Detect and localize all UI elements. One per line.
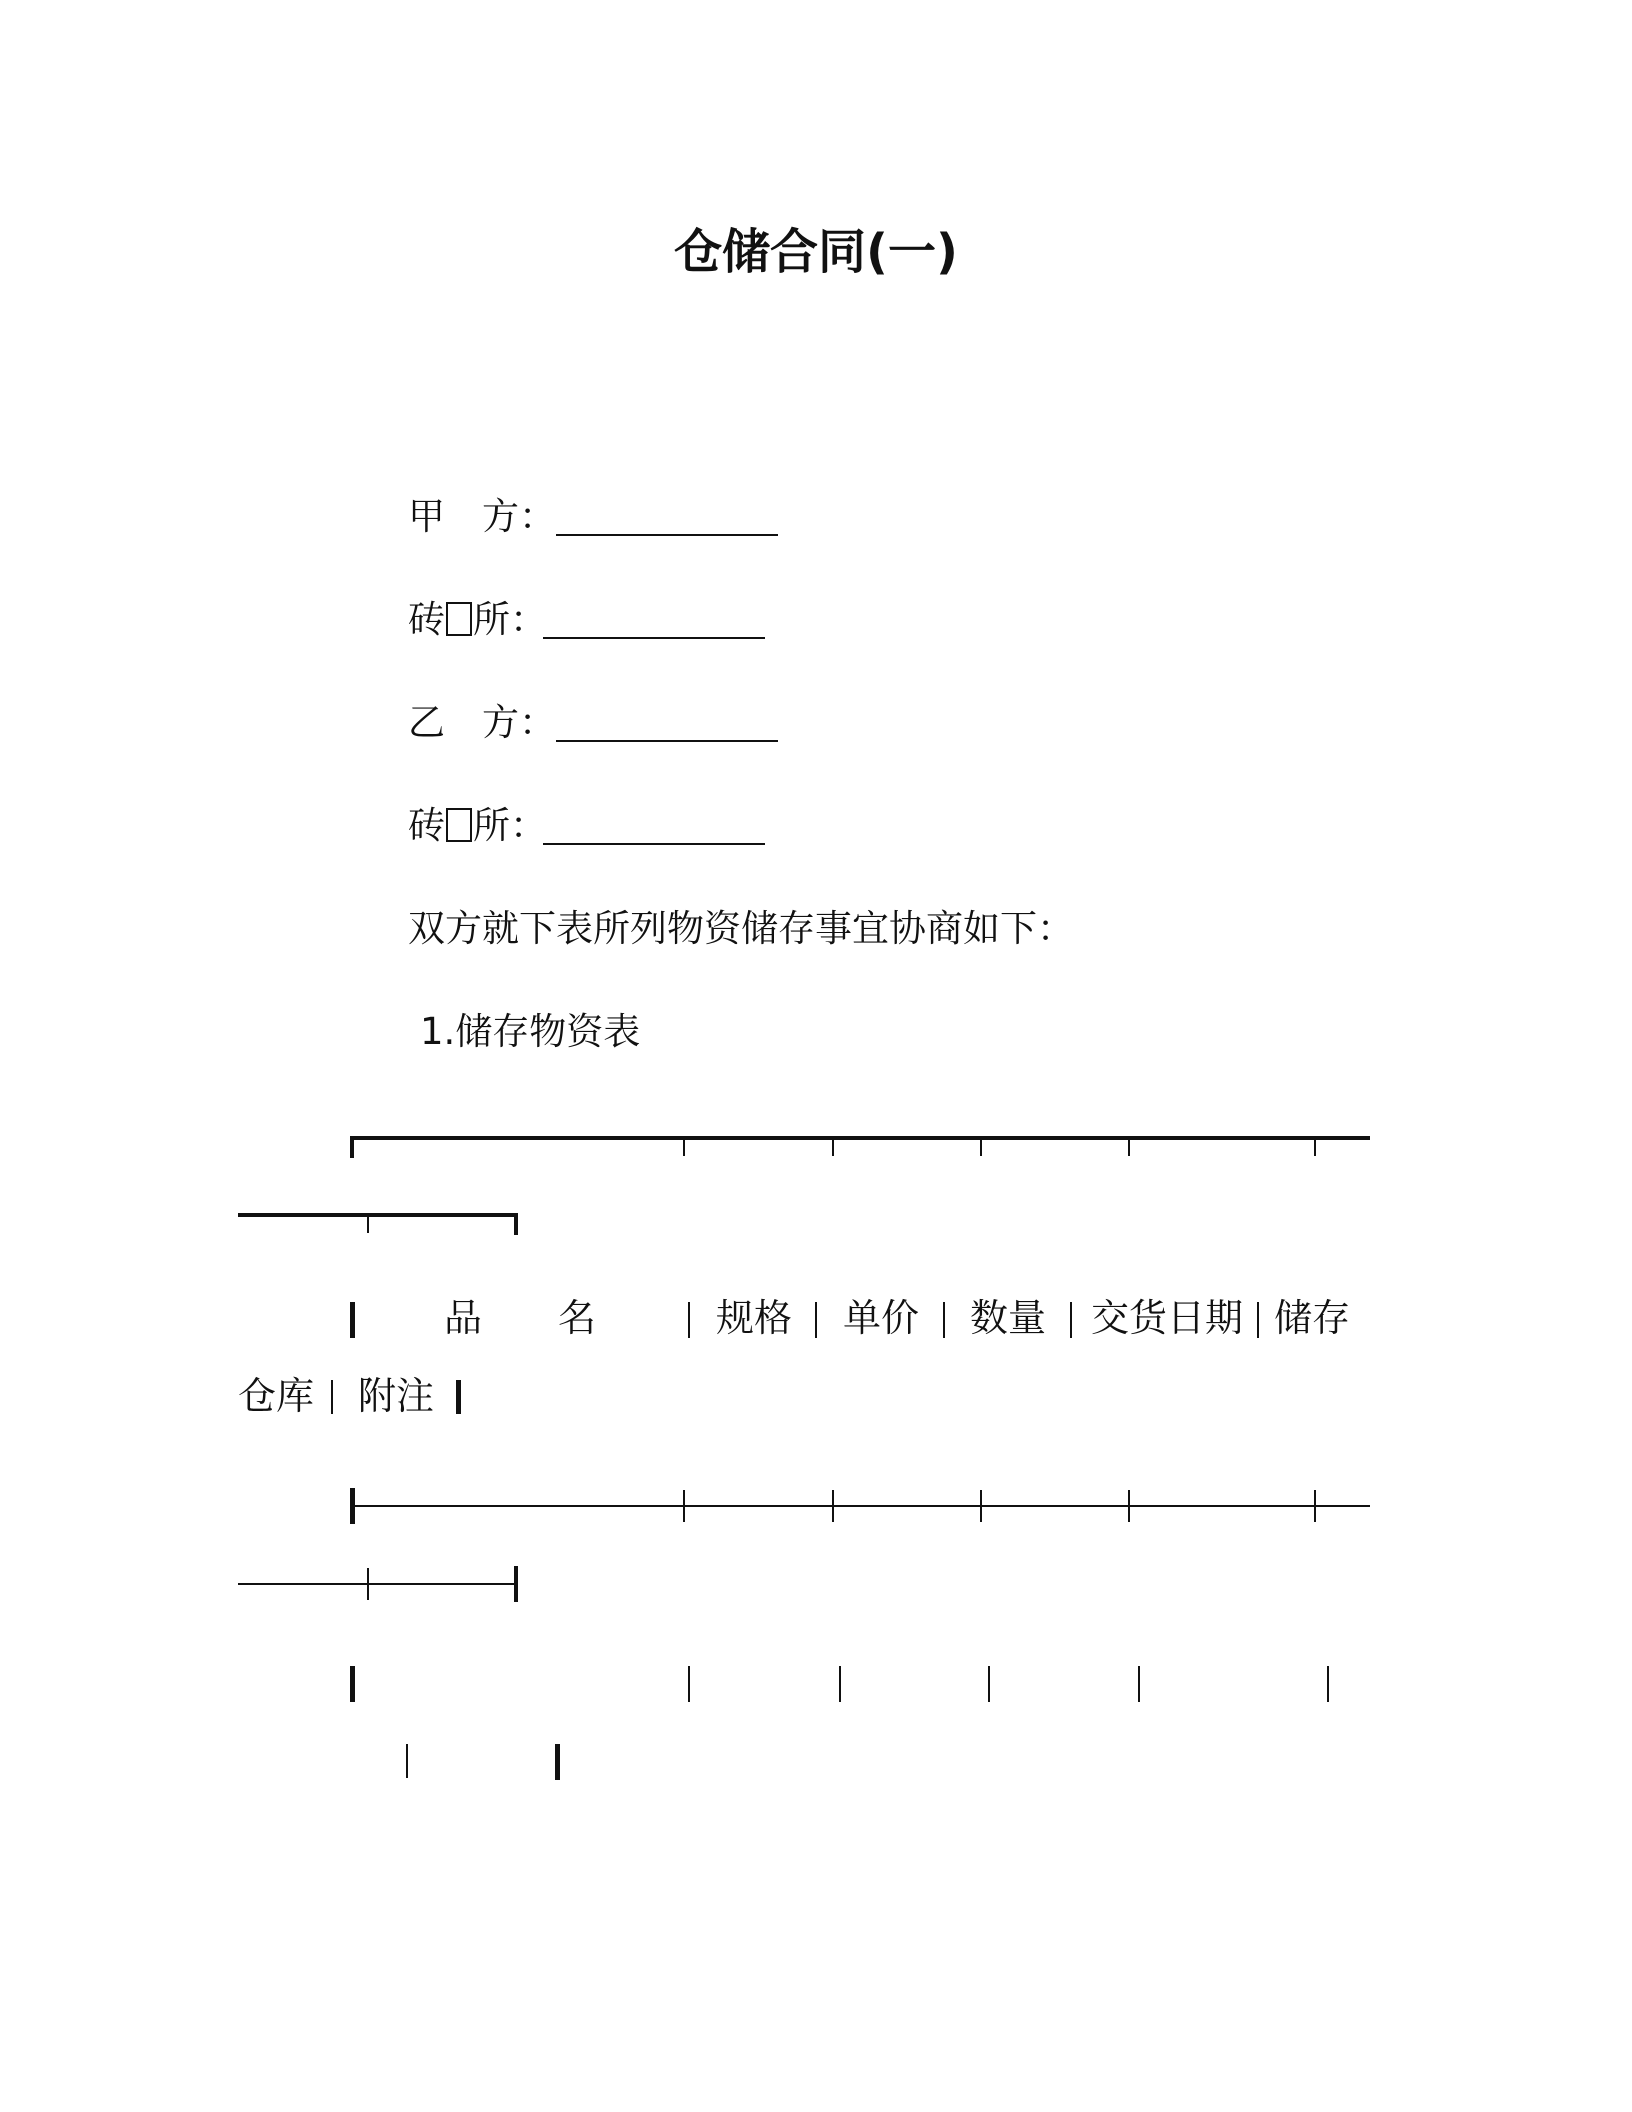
party-a-address-label: [408, 597, 547, 643]
header-unit-price: 单价: [843, 1296, 920, 1340]
header-quantity: 数量: [970, 1296, 1047, 1340]
table-cell-divider: [1327, 1666, 1329, 1702]
table-cell-divider: [406, 1744, 408, 1778]
header-name: 品 名: [444, 1296, 597, 1340]
table-cell-divider: [1257, 1302, 1259, 1338]
party-a-label: 甲 方：: [408, 495, 556, 538]
table-top-border: [350, 1136, 1370, 1140]
party-b-address-label: [408, 803, 547, 849]
header-spec: 规格: [716, 1296, 793, 1340]
table-cell-divider: [1138, 1666, 1140, 1702]
missing-glyph-box: [446, 602, 472, 636]
table-cell-divider: [815, 1302, 817, 1338]
table-cell-divider: [688, 1302, 690, 1338]
table-border-tick: [1128, 1490, 1130, 1522]
document-title: 仓储合同(一): [674, 224, 958, 280]
table-border-tick: [683, 1138, 685, 1156]
table-border-corner: [350, 1136, 354, 1158]
table-cell-divider: [1070, 1302, 1072, 1338]
table-border-tick: [980, 1138, 982, 1156]
section-1-heading: 1.储存物资表: [420, 1010, 641, 1053]
missing-glyph-box: [446, 808, 472, 842]
address-label-prefix: 砖: [408, 804, 445, 847]
table-cell-divider: [988, 1666, 990, 1702]
address-label-suffix: 所：: [473, 598, 547, 641]
table-border-corner: [514, 1213, 518, 1235]
table-cell-divider: [839, 1666, 841, 1702]
table-cell-divider: [331, 1380, 333, 1414]
address-label-prefix: 砖: [408, 598, 445, 641]
table-border-tick: [1314, 1490, 1316, 1522]
table-top-border-wrap: [238, 1213, 518, 1217]
table-border-tick: [832, 1490, 834, 1522]
table-header-separator: [352, 1505, 1370, 1507]
table-border-tick: [1314, 1138, 1316, 1156]
table-border-tick: [683, 1490, 685, 1522]
table-border-tick: [367, 1568, 369, 1600]
table-border-tick: [1128, 1138, 1130, 1156]
address-label-suffix: 所：: [473, 804, 547, 847]
header-delivery-date: 交货日期: [1091, 1296, 1244, 1340]
table-cell-divider: [555, 1744, 560, 1780]
party-b-label: 乙 方：: [408, 701, 556, 744]
table-cell-divider: [456, 1380, 461, 1414]
table-cell-divider: [350, 1302, 355, 1338]
table-border-tick: [980, 1490, 982, 1522]
header-storage-post: 仓库: [238, 1374, 315, 1418]
party-a-blank[interactable]: [556, 534, 778, 536]
header-note: 附注: [358, 1374, 435, 1418]
intro-paragraph: 双方就下表所列物资储存事宜协商如下：: [408, 907, 1074, 950]
header-storage-pre: 储存: [1274, 1296, 1351, 1340]
table-header-separator-wrap: [238, 1583, 516, 1585]
table-border-corner: [514, 1566, 518, 1602]
table-cell-divider: [943, 1302, 945, 1338]
table-cell-divider: [688, 1666, 690, 1702]
table-cell-divider: [350, 1666, 355, 1702]
table-border-tick: [367, 1215, 369, 1233]
party-b-blank[interactable]: [556, 740, 778, 742]
table-border-tick: [832, 1138, 834, 1156]
party-b-address-blank[interactable]: [543, 843, 765, 845]
party-a-address-blank[interactable]: [543, 637, 765, 639]
